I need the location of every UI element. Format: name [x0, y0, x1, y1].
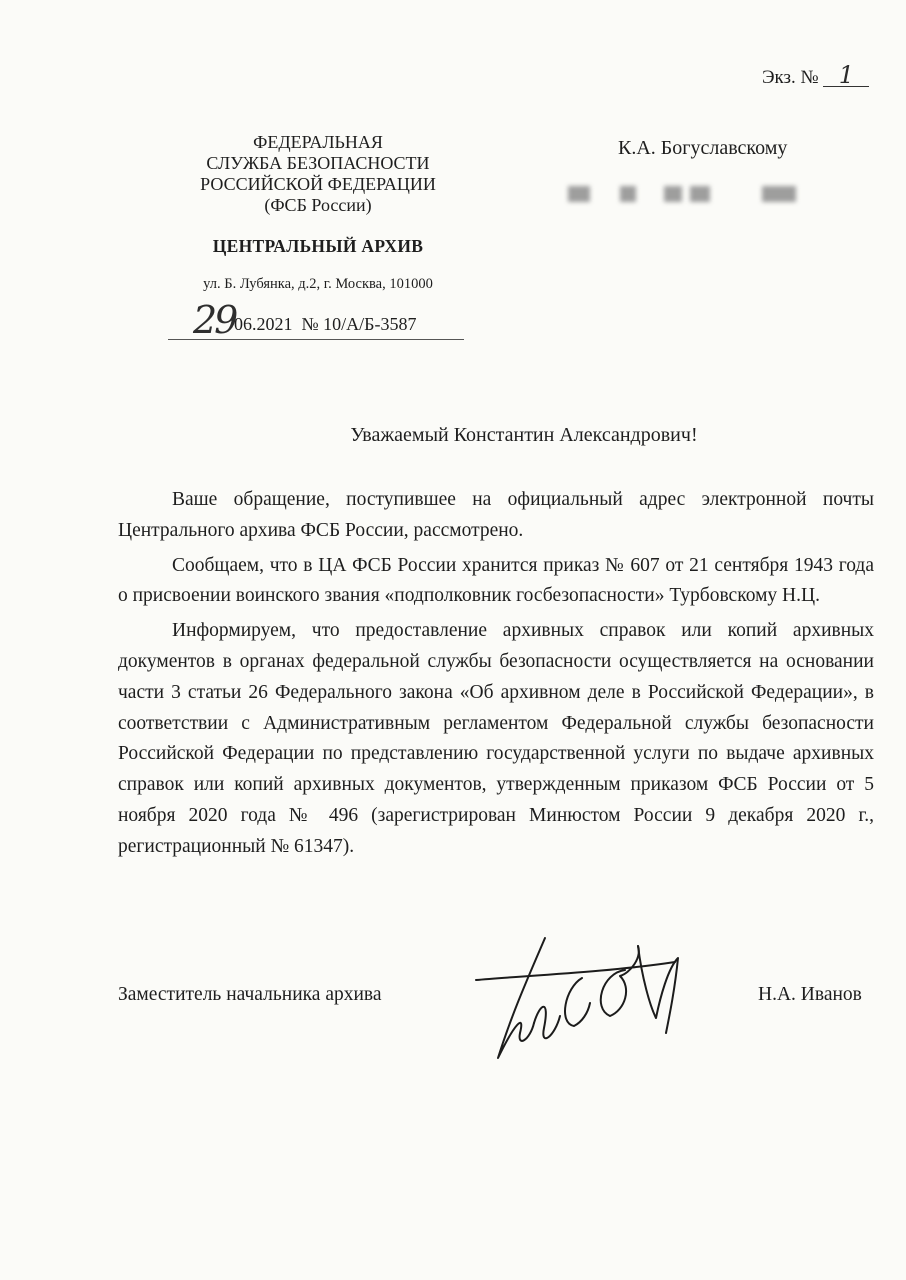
- handwritten-signature: [470, 918, 720, 1078]
- copy-number-value: 1: [823, 64, 869, 87]
- sender-line: ФЕДЕРАЛЬНАЯ: [253, 132, 383, 152]
- body-paragraph: Ваше обращение, поступившее на официальный адрес электронной почты Центрального архива ФСБ России, рассмотрено.: [118, 489, 874, 541]
- body-paragraph: Сообщаем, что в ЦА ФСБ России хранится приказ № 607 от 21 сентября 1943 года о присвоении воинского звания «подполковник госбезопасности» Турбовскому Н.Ц.: [118, 554, 874, 607]
- signatory-name: Н.А. Иванов: [758, 984, 862, 1005]
- sender-line: РОССИЙСКОЙ ФЕДЕРАЦИИ: [200, 174, 436, 194]
- archive-name: ЦЕНТРАЛЬНЫЙ АРХИВ: [212, 236, 424, 256]
- sender-line: (ФСБ России): [264, 195, 372, 215]
- registration-number: № 10/А/Б-3587: [301, 314, 417, 334]
- registration-line: [168, 298, 464, 342]
- copy-number-label: Экз. №: [762, 67, 819, 88]
- registration-date: 06.2021: [234, 314, 293, 334]
- handwritten-day: 29: [193, 298, 236, 342]
- body-paragraph: Информируем, что предоставление архивных справок или копий архивных документов в органах федеральной службы безопасности осуществляется на основании части 3 статьи 26 Федерального закона «Об архивном деле в Российской Федерации», в соответствии с Административным регламентом Федеральной службы безопасности Российской Федерации по представлению государственной услуги по выдаче архивных справок или копий архивных документов, утвержденным приказом ФСБ России от 5 ноября 2020 года № 496 (зарегистрирован Минюстом России 9 декабря 2020 г., регистрационный № 61347).: [118, 620, 874, 857]
- sender-block: [168, 132, 468, 216]
- redacted-address: [568, 182, 798, 206]
- recipient-name: К.А. Богуславскому: [618, 137, 788, 159]
- greeting: Уважаемый Константин Александрович!: [350, 424, 698, 446]
- signatory-title: Заместитель начальника архива: [118, 984, 382, 1005]
- sender-line: СЛУЖБА БЕЗОПАСНОСТИ: [206, 153, 430, 173]
- copy-number: [762, 61, 869, 89]
- sender-address: ул. Б. Лубянка, д.2, г. Москва, 101000: [203, 276, 433, 292]
- letter-body: [118, 485, 874, 867]
- registration-date-number: [234, 314, 417, 335]
